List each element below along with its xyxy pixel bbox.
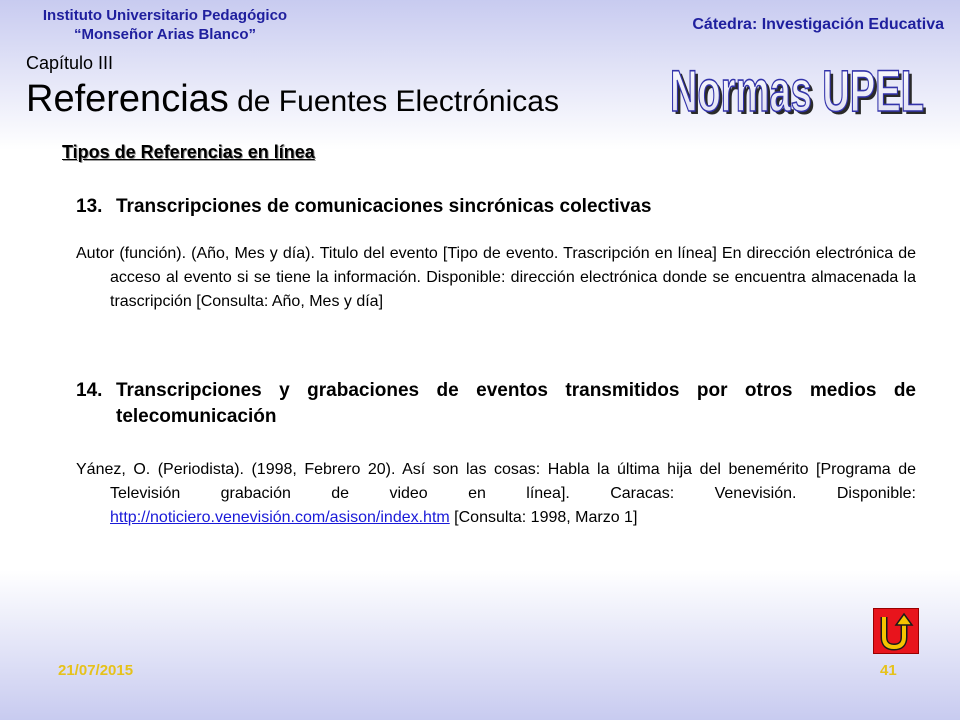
item-14-heading xyxy=(76,378,916,430)
slide-title-rest: de Fuentes Electrónicas xyxy=(228,85,559,118)
institution-line-2: “Monseñor Arias Blanco” xyxy=(74,26,256,43)
item-13-reference: Autor (función). (Año, Mes y día). Titulo del evento [Tipo de evento. Trascripción en línea] En dirección electrónica de acceso al evento si se tiene la información. Disponible: dirección electrónica donde se encuentra almacenada la trascripción [Consulta: Año, Mes y día] xyxy=(76,245,916,310)
item-number: 13. xyxy=(76,196,103,217)
item-number: 14. xyxy=(76,380,103,401)
catedra-label: Cátedra: Investigación Educativa xyxy=(692,16,944,33)
slide-title xyxy=(26,78,559,121)
institution-name xyxy=(20,6,310,44)
normas-upel-logo xyxy=(670,60,930,130)
return-button[interactable] xyxy=(873,608,919,654)
u-turn-arrow-icon xyxy=(874,609,918,653)
item-heading-text: Transcripciones y grabaciones de eventos transmitidos por otros medios de telecomunicación xyxy=(116,380,916,427)
chapter-label: Capítulo III xyxy=(26,53,114,73)
item-13-heading xyxy=(76,194,916,220)
item-14-reference xyxy=(76,458,916,530)
reference-text-end: [Consulta: 1998, Marzo 1] xyxy=(449,509,638,526)
footer-date: 21/07/2015 xyxy=(58,662,134,679)
svg-text:Normas UPEL: Normas UPEL xyxy=(670,60,924,124)
reference-text: Yánez, O. (Periodista). (1998, Febrero 20). Así son las cosas: Habla la última hija del benemérito [Programa de Televisión grabación de video en línea]. Caracas: Venevisión. Disponible: xyxy=(76,461,916,502)
reference-link[interactable]: http://noticiero.venevisión.com/asison/index.htm xyxy=(110,509,450,526)
item-heading-text: Transcripciones de comunicaciones sincrónicas colectivas xyxy=(116,196,652,217)
page-number: 41 xyxy=(880,662,897,679)
svg-text:Normas UPEL: Normas UPEL xyxy=(673,62,927,127)
institution-line-1: Instituto Universitario Pedagógico xyxy=(42,7,288,24)
section-heading: Tipos de Referencias en línea xyxy=(62,142,315,162)
slide-title-main: Referencias xyxy=(26,78,229,120)
